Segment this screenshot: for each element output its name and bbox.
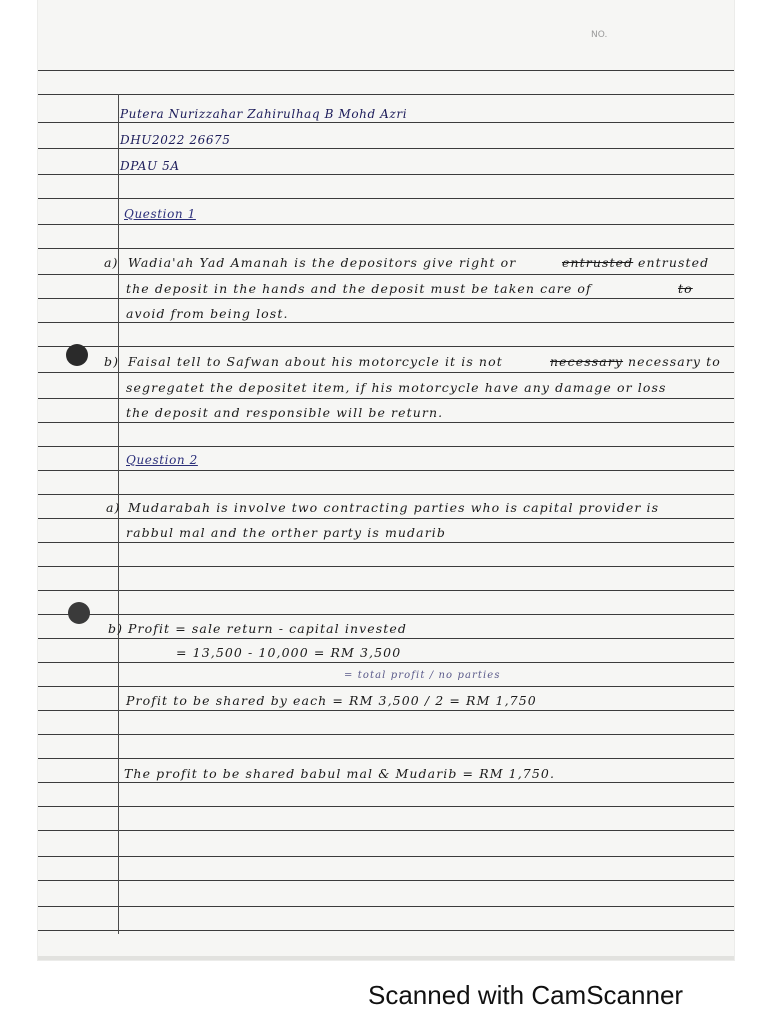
ruled-line: [38, 518, 734, 519]
q2a-line-2: rabbul mal and the orther party is mudarib: [126, 525, 446, 540]
ruled-line: [38, 224, 734, 225]
ruled-line: [38, 248, 734, 249]
question-2-heading: Question 2: [126, 453, 198, 467]
page-number-label: NO.: [591, 30, 608, 40]
ruled-line: [38, 734, 734, 735]
camscanner-watermark: Scanned with CamScanner: [368, 980, 684, 1010]
ruled-line: [38, 590, 734, 591]
ruled-line: [38, 274, 734, 275]
q1b-line-1-end: necessary to: [628, 354, 721, 369]
ruled-line: [38, 930, 734, 931]
q1a-label: a): [104, 255, 119, 270]
page-edge: [38, 956, 734, 960]
q1a-line-1: Wadia'ah Yad Amanah is the depositors give right or: [128, 255, 517, 270]
q2b-line-1: Profit = sale return - capital invested: [128, 621, 408, 636]
student-name: Putera Nurizzahar Zahirulhaq B Mohd Azri: [120, 107, 408, 121]
ruled-line: [38, 346, 734, 347]
ruled-line: [38, 806, 734, 807]
ruled-line: [38, 758, 734, 759]
ruled-line: [38, 614, 734, 615]
student-id: DHU2022 26675: [120, 133, 231, 147]
ruled-line: [38, 638, 734, 639]
ruled-line: [38, 94, 734, 95]
q2b-conclusion: The profit to be shared babul mal & Mudarib = RM 1,750.: [124, 766, 556, 781]
ruled-line: [38, 710, 734, 711]
q2b-line-4: Profit to be shared by each = RM 3,500 / 2 = RM 1,750: [126, 693, 537, 708]
ruled-line: [38, 198, 734, 199]
ruled-line: [38, 298, 734, 299]
question-1-heading: Question 1: [124, 207, 196, 221]
ruled-line: [38, 174, 734, 175]
ruled-line: [38, 856, 734, 857]
ruled-line: [38, 372, 734, 373]
q1b-label: b): [104, 354, 120, 369]
ruled-line: [38, 830, 734, 831]
ruled-line: [38, 782, 734, 783]
ruled-line: [38, 542, 734, 543]
q2b-line-2: = 13,500 - 10,000 = RM 3,500: [176, 645, 402, 660]
ruled-line: [38, 398, 734, 399]
notebook-page: [38, 0, 734, 960]
q2a-label: a): [106, 500, 121, 515]
q1b-line-2: segregatet the depositet item, if his motorcycle have any damage or loss: [126, 380, 667, 395]
q1b-struck-word: necessary: [550, 354, 624, 369]
q1b-line-3: the deposit and responsible will be return.: [126, 405, 444, 420]
ruled-line: [38, 566, 734, 567]
ruled-line: [38, 880, 734, 881]
q1a-line-1-end: entrusted: [638, 255, 710, 270]
q1a-struck-word-2: to: [678, 281, 693, 296]
ruled-line: [38, 70, 734, 71]
student-class: DPAU 5A: [120, 159, 180, 173]
ruled-line: [38, 494, 734, 495]
q2a-line-1: Mudarabah is involve two contracting parties who is capital provider is: [128, 500, 660, 515]
q1a-line-2: the deposit in the hands and the deposit must be taken care of: [126, 281, 592, 296]
q2b-label: b): [108, 621, 124, 636]
ruled-line: [38, 322, 734, 323]
ruled-line: [38, 470, 734, 471]
ruled-line: [38, 686, 734, 687]
ruled-line: [38, 662, 734, 663]
q1a-line-3: avoid from being lost.: [126, 306, 289, 321]
q2b-line-3: = total profit / no parties: [344, 670, 501, 681]
q1b-line-1: Faisal tell to Safwan about his motorcycle it is not: [128, 354, 503, 369]
ruled-line: [38, 148, 734, 149]
q1a-struck-word: entrusted: [562, 255, 634, 270]
punch-hole: [68, 602, 90, 624]
ruled-line: [38, 422, 734, 423]
punch-hole: [66, 344, 88, 366]
ruled-line: [38, 906, 734, 907]
ruled-line: [38, 446, 734, 447]
ruled-line: [38, 122, 734, 123]
